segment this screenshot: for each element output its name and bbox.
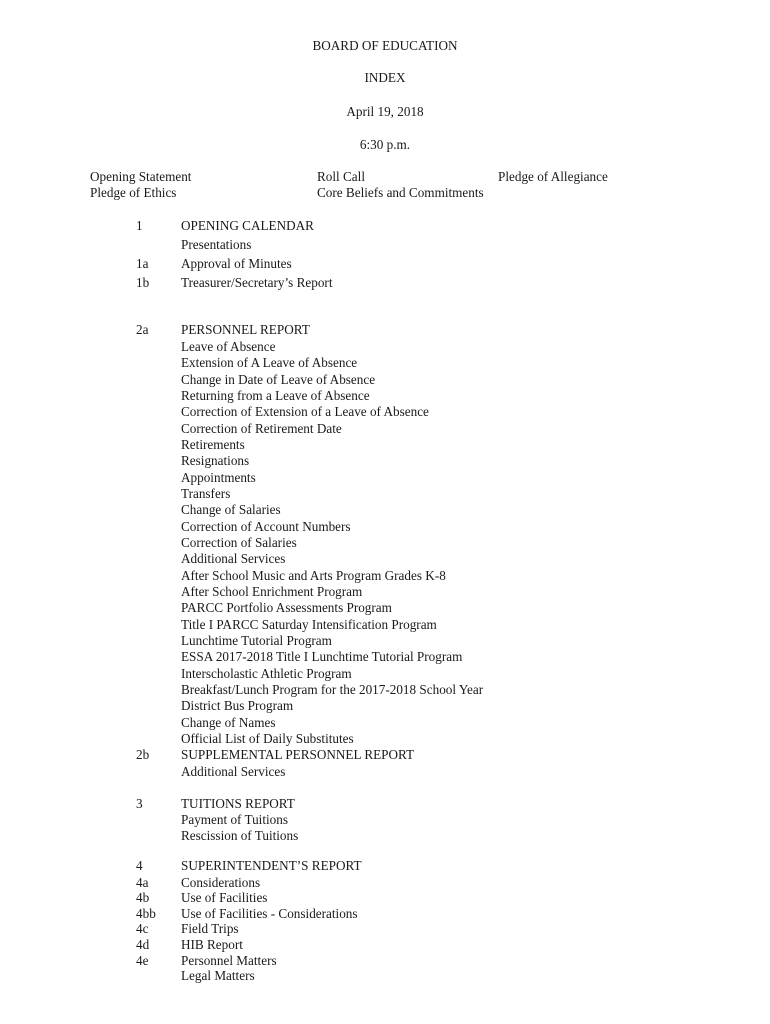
item-number: 4bb xyxy=(136,906,156,921)
core-beliefs: Core Beliefs and Commitments xyxy=(317,185,484,200)
item-text: Additional Services xyxy=(181,551,286,566)
item-text: Returning from a Leave of Absence xyxy=(181,388,370,403)
item-text: After School Enrichment Program xyxy=(181,584,363,599)
item-text: Change of Salaries xyxy=(181,502,281,517)
item-number: 4 xyxy=(136,858,143,873)
item-number: 1 xyxy=(136,218,143,233)
item-text: SUPPLEMENTAL PERSONNEL REPORT xyxy=(181,747,415,762)
item-text: Personnel Matters xyxy=(181,953,277,968)
item-text: Considerations xyxy=(181,875,261,890)
item-number: 1b xyxy=(136,275,150,290)
item-text: Title I PARCC Saturday Intensification Program xyxy=(181,617,437,632)
meeting-time: 6:30 p.m. xyxy=(359,137,411,152)
item-text: Rescission of Tuitions xyxy=(181,828,299,843)
item-text: Extension of A Leave of Absence xyxy=(181,355,358,370)
item-text: Correction of Salaries xyxy=(181,535,297,550)
item-text: Retirements xyxy=(181,437,245,452)
item-number: 3 xyxy=(136,796,143,811)
item-number: 4a xyxy=(136,875,149,890)
item-text: Payment of Tuitions xyxy=(181,812,288,827)
item-number: 4c xyxy=(136,921,149,936)
item-text: Interscholastic Athletic Program xyxy=(181,666,352,681)
item-text: Correction of Account Numbers xyxy=(181,519,351,534)
item-text: Breakfast/Lunch Program for the 2017-2018 School Year xyxy=(181,682,484,697)
item-text: District Bus Program xyxy=(181,698,294,713)
item-text: TUITIONS REPORT xyxy=(181,796,295,811)
item-text: Correction of Retirement Date xyxy=(181,421,342,436)
item-text: Change in Date of Leave of Absence xyxy=(181,372,376,387)
meeting-date: April 19, 2018 xyxy=(346,104,424,119)
item-text: Presentations xyxy=(181,237,252,252)
item-text: PARCC Portfolio Assessments Program xyxy=(181,600,392,615)
pledge-of-allegiance: Pledge of Allegiance xyxy=(498,169,608,184)
item-text: Approval of Minutes xyxy=(181,256,292,271)
item-text: ESSA 2017-2018 Title I Lunchtime Tutorial Program xyxy=(181,649,463,664)
item-text: Use of Facilities xyxy=(181,890,268,905)
item-text: Treasurer/Secretary’s Report xyxy=(181,275,333,290)
item-number: 4e xyxy=(136,953,149,968)
item-text: PERSONNEL REPORT xyxy=(181,322,310,337)
item-text: Appointments xyxy=(181,470,256,485)
item-text: Change of Names xyxy=(181,715,276,730)
index-heading: INDEX xyxy=(364,70,406,85)
pledge-of-ethics: Pledge of Ethics xyxy=(90,185,177,200)
item-number: 2b xyxy=(136,747,150,762)
page-title: BOARD OF EDUCATION xyxy=(312,38,458,53)
item-text: After School Music and Arts Program Grades K-8 xyxy=(181,568,446,583)
item-text: Additional Services xyxy=(181,764,286,779)
item-text: Resignations xyxy=(181,453,250,468)
opening-statement: Opening Statement xyxy=(90,169,192,184)
item-text: Use of Facilities - Considerations xyxy=(181,906,358,921)
item-text: HIB Report xyxy=(181,937,243,952)
item-number: 1a xyxy=(136,256,149,271)
item-text: Correction of Extension of a Leave of Absence xyxy=(181,404,429,419)
item-number: 2a xyxy=(136,322,149,337)
item-text: Transfers xyxy=(181,486,231,501)
item-text: Lunchtime Tutorial Program xyxy=(181,633,332,648)
item-text: Leave of Absence xyxy=(181,339,276,354)
item-number: 4b xyxy=(136,890,150,905)
item-text: OPENING CALENDAR xyxy=(181,218,314,233)
item-text: Field Trips xyxy=(181,921,239,936)
item-number: 4d xyxy=(136,937,150,952)
item-text: Legal Matters xyxy=(181,968,255,983)
item-text: SUPERINTENDENT’S REPORT xyxy=(181,858,362,873)
item-text: Official List of Daily Substitutes xyxy=(181,731,354,746)
roll-call: Roll Call xyxy=(317,169,365,184)
